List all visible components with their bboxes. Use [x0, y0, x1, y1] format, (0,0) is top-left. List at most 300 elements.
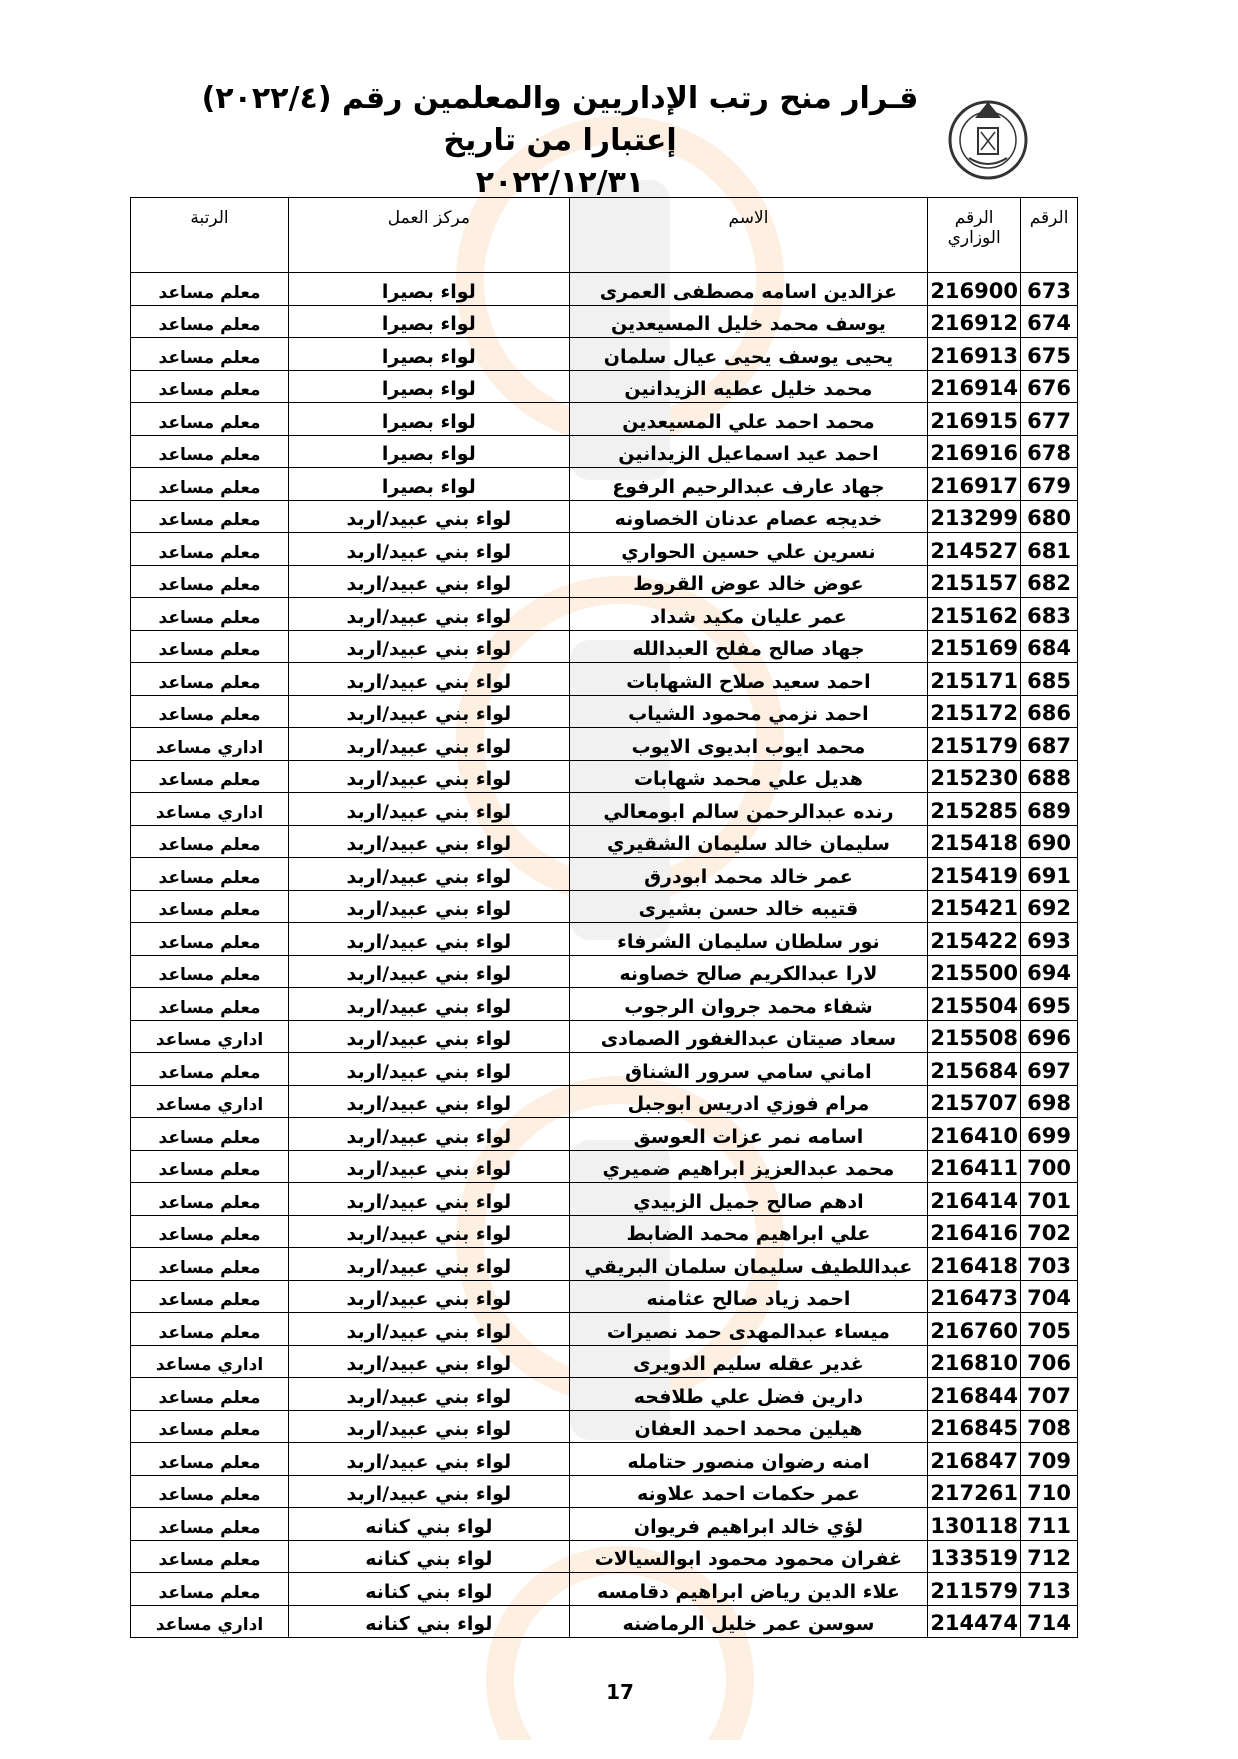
row-rank: [131, 1183, 289, 1216]
row-work-center: [289, 403, 570, 436]
row-work-center: [289, 370, 570, 403]
row-name-text: احمد سعيد صلاح الشهابات: [626, 670, 871, 693]
row-name: [569, 923, 927, 956]
row-ministry-code: [928, 1053, 1021, 1086]
row-ministry-code: [928, 1248, 1021, 1281]
row-name-text: احمد نزمي محمود الشياب: [628, 703, 869, 725]
row-rank-text: معلم مساعد: [158, 445, 261, 465]
row-work-center-text: لواء بني عبيد/اربد: [346, 1158, 512, 1180]
row-name-text: جهاد عارف عبدالرحيم الرفوع: [612, 475, 885, 498]
row-work-center: [289, 500, 570, 533]
row-index: [1021, 305, 1078, 338]
row-ministry-code: [928, 630, 1021, 663]
row-ministry-code: [928, 1280, 1021, 1313]
row-index: [1021, 1410, 1078, 1443]
row-rank: [131, 858, 289, 891]
row-index: [1021, 728, 1078, 761]
row-rank: [131, 533, 289, 566]
row-index-text: 714: [1027, 1611, 1071, 1635]
row-index-text: 695: [1027, 993, 1071, 1018]
row-work-center-text: لواء بني عبيد/اربد: [346, 1450, 512, 1473]
row-work-center-text: لواء بصيرا: [381, 475, 476, 498]
row-work-center: [289, 1475, 570, 1508]
row-name: [569, 273, 927, 306]
row-ministry-code-text: 215230: [930, 766, 1018, 790]
row-ministry-code: [928, 500, 1021, 533]
row-name: [569, 1085, 927, 1118]
table-row: [131, 403, 1078, 436]
table-row: [131, 1215, 1078, 1248]
row-name: [569, 858, 927, 891]
row-work-center: [289, 338, 570, 371]
row-work-center-text: لواء بني عبيد/اربد: [346, 1288, 512, 1310]
table-row: [131, 695, 1078, 728]
row-ministry-code-text: 216845: [930, 1416, 1018, 1440]
row-name: [569, 1150, 927, 1183]
row-ministry-code-text: 215162: [930, 603, 1018, 628]
row-name: [569, 793, 927, 826]
row-ministry-code: [928, 1118, 1021, 1151]
row-index-text: 710: [1027, 1481, 1071, 1505]
row-index-text: 685: [1027, 668, 1071, 693]
row-work-center-text: لواء بني عبيد/اربد: [346, 605, 512, 628]
row-name-text: لؤي خالد ابراهيم فريوان: [633, 1515, 863, 1538]
row-index: [1021, 1540, 1078, 1573]
row-rank: [131, 728, 289, 761]
table-row: [131, 728, 1078, 761]
row-name: [569, 890, 927, 923]
row-work-center: [289, 955, 570, 988]
row-work-center-text: لواء بني عبيد/اربد: [346, 1060, 512, 1083]
row-ministry-code-text: 215500: [930, 961, 1018, 985]
row-rank: [131, 1248, 289, 1281]
row-index: [1021, 988, 1078, 1021]
row-rank-text: اداري مساعد: [155, 1095, 264, 1115]
row-ministry-code-text: 216900: [930, 278, 1018, 303]
row-index-text: 675: [1027, 343, 1071, 368]
row-ministry-code: [928, 403, 1021, 436]
row-work-center-text: لواء بني عبيد/اربد: [346, 703, 512, 725]
row-work-center: [289, 1313, 570, 1346]
row-work-center-text: لواء بني كنانه: [365, 1580, 493, 1603]
row-name: [569, 1378, 927, 1411]
row-index: [1021, 1605, 1078, 1638]
row-rank: [131, 435, 289, 468]
row-index-text: 692: [1027, 896, 1071, 920]
row-work-center: [289, 825, 570, 858]
row-ministry-code: [928, 1573, 1021, 1606]
row-rank: [131, 468, 289, 501]
row-rank: [131, 403, 289, 436]
row-ministry-code-text: 215419: [930, 863, 1018, 888]
row-ministry-code-text: 216810: [930, 1351, 1018, 1375]
row-work-center-text: لواء بني عبيد/اربد: [346, 638, 512, 660]
row-rank-text: معلم مساعد: [158, 607, 261, 628]
row-work-center: [289, 988, 570, 1021]
table-row: [131, 1605, 1078, 1638]
row-name-text: اماني سامي سرور الشناق: [625, 1060, 872, 1083]
row-name-text: نور سلطان سليمان الشرفاء: [617, 930, 880, 953]
row-work-center-text: لواء بني عبيد/اربد: [346, 833, 512, 855]
row-rank: [131, 695, 289, 728]
row-index: [1021, 598, 1078, 631]
row-rank: [131, 988, 289, 1021]
row-name-text: رنده عبدالرحمن سالم ابومعالي: [603, 800, 894, 823]
row-ministry-code: [928, 468, 1021, 501]
row-rank-text: معلم مساعد: [158, 477, 261, 498]
table-row: [131, 500, 1078, 533]
header-work-center: مركز العمل: [289, 198, 570, 273]
row-name-text: امنه رضوان منصور حتامله: [627, 1450, 870, 1473]
row-name-text: احمد عيد اسماعيل الزيدانين: [618, 443, 879, 465]
row-index-text: 703: [1027, 1253, 1071, 1278]
row-name: [569, 370, 927, 403]
row-name: [569, 435, 927, 468]
row-rank-text: معلم مساعد: [158, 1160, 261, 1180]
row-index-text: 701: [1027, 1188, 1071, 1213]
title-line-1: قـرار منح رتب الإداريين والمعلمين رقم (٢٠٢٢/٤) إعتبارا من تاريخ: [201, 81, 919, 158]
row-index: [1021, 1345, 1078, 1378]
row-index: [1021, 1443, 1078, 1476]
row-rank-text: معلم مساعد: [158, 1485, 261, 1505]
row-ministry-code: [928, 305, 1021, 338]
row-ministry-code: [928, 533, 1021, 566]
row-ministry-code: [928, 598, 1021, 631]
row-work-center-text: لواء بني عبيد/اربد: [346, 1093, 512, 1115]
table-row: [131, 1475, 1078, 1508]
row-name: [569, 598, 927, 631]
row-work-center: [289, 1020, 570, 1053]
row-work-center: [289, 695, 570, 728]
row-name: [569, 1410, 927, 1443]
row-rank: [131, 1508, 289, 1541]
row-index-text: 689: [1027, 798, 1071, 823]
row-work-center: [289, 598, 570, 631]
row-name-text: عبداللطيف سليمان سلمان البريقي: [584, 1255, 913, 1278]
row-rank: [131, 890, 289, 923]
row-rank: [131, 565, 289, 598]
row-work-center: [289, 1280, 570, 1313]
row-index: [1021, 1053, 1078, 1086]
header-ministry-code: الرقم الوزاري: [928, 198, 1021, 273]
row-ministry-code: [928, 1313, 1021, 1346]
row-ministry-code: [928, 923, 1021, 956]
row-work-center: [289, 435, 570, 468]
row-rank-text: معلم مساعد: [158, 932, 261, 953]
row-name: [569, 1573, 927, 1606]
row-name: [569, 1118, 927, 1151]
row-work-center-text: لواء بصيرا: [381, 378, 476, 400]
row-work-center-text: لواء بني عبيد/اربد: [346, 768, 512, 790]
row-rank: [131, 1020, 289, 1053]
row-rank: [131, 1085, 289, 1118]
row-rank-text: اداري مساعد: [155, 802, 264, 823]
row-name: [569, 1475, 927, 1508]
row-name: [569, 1345, 927, 1378]
row-index-text: 708: [1027, 1416, 1071, 1440]
row-name: [569, 695, 927, 728]
row-name-text: ميساء عبدالمهدى حمد نصيرات: [606, 1320, 890, 1343]
row-rank-text: اداري مساعد: [155, 737, 264, 758]
row-index-text: 709: [1027, 1448, 1071, 1473]
row-index: [1021, 858, 1078, 891]
row-rank-text: معلم مساعد: [158, 705, 261, 725]
row-rank-text: معلم مساعد: [158, 1322, 261, 1343]
row-rank-text: معلم مساعد: [158, 770, 261, 790]
row-ministry-code: [928, 858, 1021, 891]
table-body: [131, 273, 1078, 1638]
row-work-center: [289, 1183, 570, 1216]
row-name: [569, 728, 927, 761]
row-work-center: [289, 1118, 570, 1151]
row-work-center-text: لواء بني عبيد/اربد: [346, 540, 512, 563]
row-work-center: [289, 728, 570, 761]
row-name: [569, 403, 927, 436]
row-index: [1021, 663, 1078, 696]
row-work-center-text: لواء بني عبيد/اربد: [346, 1483, 512, 1505]
row-ministry-code-text: 216847: [930, 1448, 1018, 1473]
row-ministry-code: [928, 338, 1021, 371]
row-ministry-code-text: 216411: [930, 1156, 1018, 1180]
table-row: [131, 338, 1078, 371]
row-ministry-code: [928, 663, 1021, 696]
row-rank-text: معلم مساعد: [158, 1127, 261, 1148]
row-rank: [131, 1378, 289, 1411]
row-name: [569, 1540, 927, 1573]
row-name-text: عمر عليان مكيد شداد: [650, 605, 847, 628]
row-index: [1021, 1313, 1078, 1346]
row-work-center-text: لواء بصيرا: [381, 313, 476, 335]
table-row: [131, 890, 1078, 923]
row-index: [1021, 1183, 1078, 1216]
table-row: [131, 1410, 1078, 1443]
row-name-text: سليمان خالد سليمان الشقيري: [606, 833, 890, 855]
row-index: [1021, 695, 1078, 728]
row-index-text: 683: [1027, 603, 1071, 628]
table-row: [131, 565, 1078, 598]
table-row: [131, 305, 1078, 338]
row-ministry-code: [928, 1378, 1021, 1411]
row-rank-text: معلم مساعد: [158, 640, 261, 660]
row-rank-text: معلم مساعد: [158, 542, 261, 563]
row-index-text: 673: [1027, 278, 1071, 303]
row-index-text: 679: [1027, 473, 1071, 498]
row-work-center: [289, 1248, 570, 1281]
row-index-text: 696: [1027, 1026, 1071, 1050]
row-name-text: عزالدين اسامه مصطفى العمرى: [599, 280, 898, 303]
row-ministry-code-text: 215707: [930, 1091, 1018, 1115]
row-ministry-code: [928, 1020, 1021, 1053]
row-index: [1021, 1118, 1078, 1151]
row-rank-text: معلم مساعد: [158, 1257, 261, 1278]
table-row: [131, 760, 1078, 793]
row-ministry-code-text: 216410: [930, 1123, 1018, 1148]
row-ministry-code-text: 216844: [930, 1383, 1018, 1408]
row-work-center: [289, 1053, 570, 1086]
row-name-text: يوسف محمد خليل المسيعدين: [610, 313, 886, 335]
row-rank: [131, 825, 289, 858]
row-rank-text: معلم مساعد: [158, 835, 261, 855]
row-rank-text: معلم مساعد: [158, 1582, 261, 1603]
row-work-center-text: لواء بني عبيد/اربد: [346, 800, 512, 823]
row-ministry-code-text: 215171: [930, 668, 1018, 693]
row-index: [1021, 435, 1078, 468]
row-work-center: [289, 1410, 570, 1443]
row-index-text: 687: [1027, 733, 1071, 758]
row-name-text: محمد ايوب ابديوى الايوب: [631, 735, 866, 758]
row-index: [1021, 468, 1078, 501]
row-rank: [131, 793, 289, 826]
row-work-center-text: لواء بصيرا: [381, 410, 476, 433]
row-rank-text: اداري مساعد: [155, 1615, 264, 1635]
row-name: [569, 305, 927, 338]
row-name-text: قتيبه خالد حسن بشيرى: [638, 898, 859, 920]
row-index: [1021, 533, 1078, 566]
row-index-text: 706: [1027, 1351, 1071, 1375]
row-index: [1021, 1475, 1078, 1508]
row-name: [569, 1280, 927, 1313]
row-name: [569, 1248, 927, 1281]
row-rank-text: معلم مساعد: [158, 575, 261, 595]
document-title: [160, 78, 960, 204]
row-ministry-code-text: 216418: [930, 1253, 1018, 1278]
row-index-text: 682: [1027, 571, 1071, 595]
row-ministry-code: [928, 273, 1021, 306]
row-work-center: [289, 858, 570, 891]
row-name-text: هديل علي محمد شهابات: [633, 768, 863, 790]
row-ministry-code-text: 216916: [930, 441, 1018, 465]
table-row: [131, 1085, 1078, 1118]
table-row: [131, 923, 1078, 956]
row-work-center-text: لواء بني عبيد/اربد: [346, 1223, 512, 1245]
row-index: [1021, 1248, 1078, 1281]
row-index-text: 712: [1027, 1546, 1071, 1570]
row-name-text: اسامه نمر عزات العوسق: [633, 1125, 864, 1148]
row-work-center-text: لواء بني عبيد/اربد: [346, 995, 512, 1018]
row-work-center: [289, 760, 570, 793]
row-index-text: 705: [1027, 1318, 1071, 1343]
row-ministry-code: [928, 565, 1021, 598]
table-row: [131, 1118, 1078, 1151]
row-work-center: [289, 1605, 570, 1638]
row-index-text: 681: [1027, 538, 1071, 563]
row-name-text: علي ابراهيم محمد الضابط: [626, 1223, 871, 1245]
table-row: [131, 630, 1078, 663]
row-name: [569, 1215, 927, 1248]
row-ministry-code-text: 133519: [930, 1546, 1018, 1570]
row-ministry-code: [928, 1150, 1021, 1183]
row-name-text: يحيى يوسف يحيى عيال سلمان: [603, 345, 894, 368]
row-rank: [131, 1410, 289, 1443]
row-ministry-code-text: 214527: [930, 538, 1018, 563]
row-work-center-text: لواء بني كنانه: [365, 1515, 493, 1538]
table-row: [131, 468, 1078, 501]
row-ministry-code: [928, 1540, 1021, 1573]
ranks-table: [130, 197, 1078, 1638]
row-work-center: [289, 1378, 570, 1411]
table-row: [131, 1540, 1078, 1573]
row-rank: [131, 1443, 289, 1476]
row-index-text: 691: [1027, 863, 1071, 888]
row-work-center-text: لواء بني كنانه: [365, 1613, 493, 1635]
row-index-text: 674: [1027, 311, 1071, 335]
header-name: الاسم: [569, 198, 927, 273]
table-row: [131, 1345, 1078, 1378]
table-row: [131, 858, 1078, 891]
row-rank: [131, 1280, 289, 1313]
row-name: [569, 1508, 927, 1541]
row-ministry-code-text: 214474: [930, 1611, 1018, 1635]
table-header-row: [131, 198, 1078, 273]
table-row: [131, 1573, 1078, 1606]
row-work-center-text: لواء بني عبيد/اربد: [346, 1255, 512, 1278]
row-work-center: [289, 1508, 570, 1541]
row-work-center: [289, 923, 570, 956]
row-index: [1021, 890, 1078, 923]
row-rank: [131, 1150, 289, 1183]
table-row: [131, 533, 1078, 566]
row-name-text: سوسن عمر خليل الرماضنه: [622, 1613, 875, 1635]
row-work-center: [289, 1345, 570, 1378]
row-name: [569, 565, 927, 598]
row-rank: [131, 1605, 289, 1638]
row-index: [1021, 1573, 1078, 1606]
row-work-center: [289, 793, 570, 826]
row-rank-text: معلم مساعد: [158, 1517, 261, 1538]
row-rank: [131, 598, 289, 631]
row-ministry-code: [928, 1605, 1021, 1638]
row-index: [1021, 1508, 1078, 1541]
row-ministry-code-text: 216473: [930, 1286, 1018, 1310]
table-row: [131, 370, 1078, 403]
row-work-center-text: لواء بني عبيد/اربد: [346, 1028, 512, 1050]
row-index: [1021, 630, 1078, 663]
row-index-text: 688: [1027, 766, 1071, 790]
row-rank: [131, 273, 289, 306]
row-ministry-code-text: 215179: [930, 733, 1018, 758]
row-ministry-code-text: 215418: [930, 831, 1018, 855]
title-line-2: ٢٠٢٢/١٢/٣١: [475, 165, 645, 200]
row-name-text: محمد احمد علي المسيعدين: [622, 410, 875, 433]
row-work-center-text: لواء بني عبيد/اربد: [346, 1385, 512, 1408]
row-index-text: 711: [1027, 1513, 1071, 1538]
row-ministry-code-text: 215422: [930, 928, 1018, 953]
row-work-center-text: لواء بني عبيد/اربد: [346, 1125, 512, 1148]
row-ministry-code-text: 130118: [930, 1513, 1018, 1538]
row-rank-text: معلم مساعد: [158, 900, 261, 920]
row-ministry-code-text: 216760: [930, 1318, 1018, 1343]
row-index-text: 699: [1027, 1123, 1071, 1148]
row-index-text: 698: [1027, 1091, 1071, 1115]
table-row: [131, 988, 1078, 1021]
row-work-center: [289, 890, 570, 923]
row-ministry-code: [928, 760, 1021, 793]
row-rank: [131, 923, 289, 956]
row-work-center: [289, 663, 570, 696]
row-work-center: [289, 1085, 570, 1118]
row-ministry-code-text: 215285: [930, 798, 1018, 823]
row-name-text: خديجه عصام عدنان الخصاونه: [614, 508, 883, 530]
row-index: [1021, 825, 1078, 858]
row-rank-text: معلم مساعد: [158, 412, 261, 433]
row-index-text: 677: [1027, 408, 1071, 433]
row-ministry-code-text: 213299: [930, 506, 1018, 530]
row-index-text: 690: [1027, 831, 1071, 855]
row-name-text: محمد خليل عطيه الزيدانين: [624, 378, 873, 400]
row-ministry-code-text: 216914: [930, 376, 1018, 400]
row-work-center-text: لواء بني عبيد/اربد: [346, 508, 512, 530]
row-work-center: [289, 305, 570, 338]
